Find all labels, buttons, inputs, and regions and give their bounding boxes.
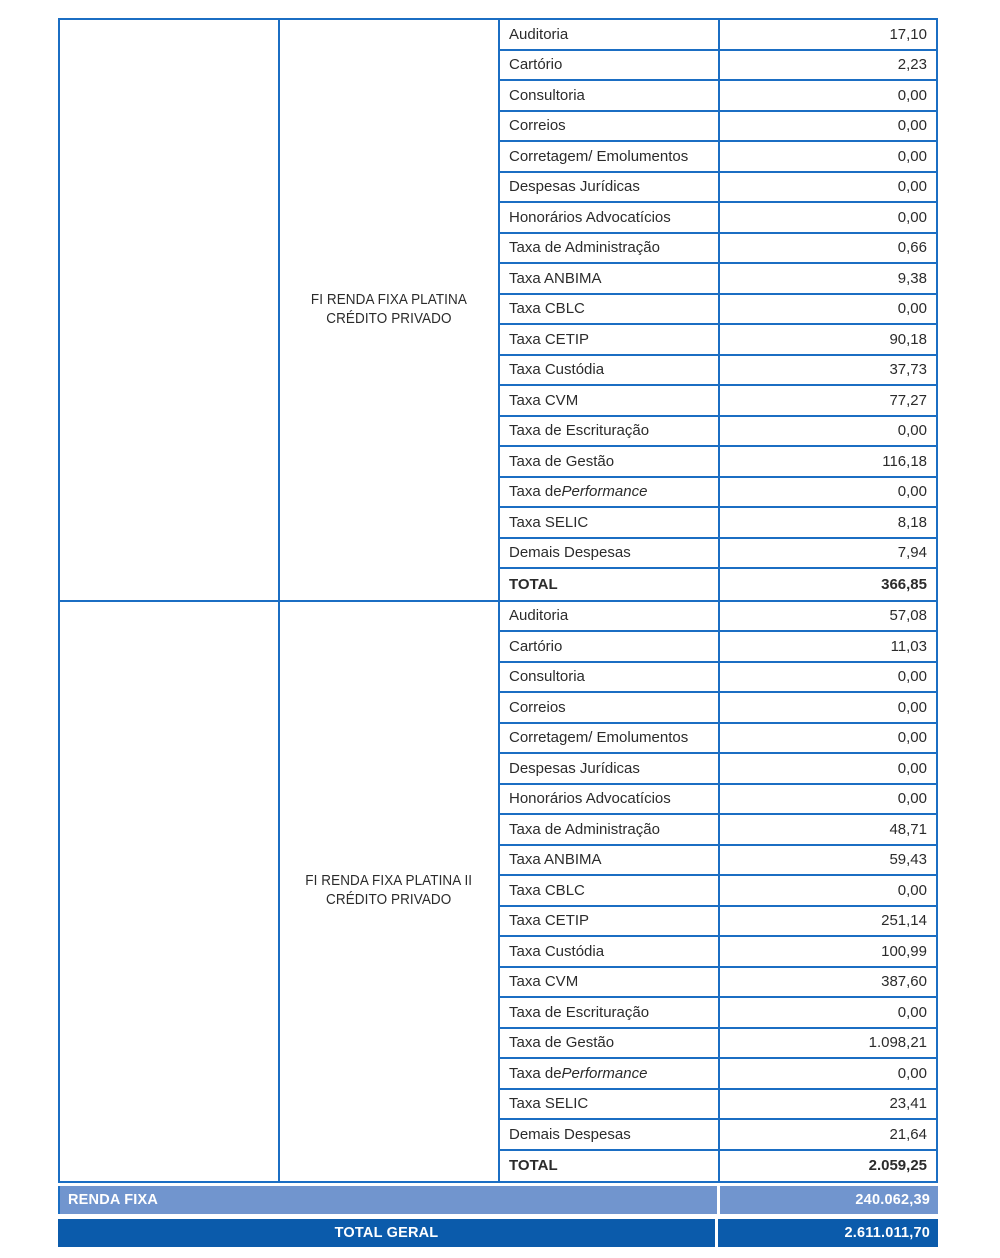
total-geral-label: TOTAL GERAL bbox=[58, 1219, 718, 1247]
expense-row bbox=[500, 142, 936, 173]
expense-label-italic: Performance bbox=[561, 1064, 648, 1082]
expense-value: 90,18 bbox=[889, 330, 927, 348]
expense-row bbox=[500, 51, 936, 82]
expense-row bbox=[500, 447, 936, 478]
expense-label: Taxa SELIC bbox=[500, 508, 720, 537]
fund-name-line1: FI RENDA FIXA PLATINA II bbox=[305, 873, 473, 890]
expense-value: 0,00 bbox=[897, 790, 927, 808]
total-geral-row bbox=[58, 1219, 938, 1247]
expense-row bbox=[500, 876, 936, 907]
expense-row bbox=[500, 356, 936, 387]
expense-row bbox=[500, 386, 936, 417]
expense-label: Taxa CBLC bbox=[500, 295, 720, 324]
expense-row bbox=[500, 846, 936, 877]
expense-label: Taxa de Administração bbox=[500, 815, 720, 844]
expense-label: Despesas Jurídicas bbox=[500, 173, 720, 202]
expense-label: Honorários Advocatícios bbox=[500, 785, 720, 814]
expense-value: 0,00 bbox=[897, 300, 927, 318]
expense-value: 77,27 bbox=[889, 391, 927, 409]
expense-label: Consultoria bbox=[500, 663, 720, 692]
expense-label: Demais Despesas bbox=[500, 1120, 720, 1149]
expense-value: 2.059,25 bbox=[868, 1157, 927, 1175]
expense-value: 8,18 bbox=[897, 513, 927, 531]
expense-label: Demais Despesas bbox=[500, 539, 720, 568]
expense-value: 0,00 bbox=[897, 1003, 927, 1021]
expense-row bbox=[500, 203, 936, 234]
expense-value: 2,23 bbox=[897, 56, 927, 74]
expense-row bbox=[500, 81, 936, 112]
expense-value: 9,38 bbox=[897, 269, 927, 287]
expense-row bbox=[500, 112, 936, 143]
fund-name-cell bbox=[280, 20, 500, 600]
expense-value: 0,00 bbox=[897, 881, 927, 899]
expense-value: 1.098,21 bbox=[868, 1034, 927, 1052]
expense-row bbox=[500, 508, 936, 539]
expense-label: Taxa CETIP bbox=[500, 907, 720, 936]
expense-row bbox=[500, 1090, 936, 1121]
expense-value: 59,43 bbox=[889, 851, 927, 869]
expense-label: Consultoria bbox=[500, 81, 720, 110]
fund-section bbox=[60, 602, 936, 1182]
expense-label: Auditoria bbox=[500, 602, 720, 631]
expense-label: Taxa SELIC bbox=[500, 1090, 720, 1119]
expense-value: 0,66 bbox=[897, 239, 927, 257]
expense-row bbox=[500, 815, 936, 846]
total-geral-value: 2.611.011,70 bbox=[844, 1225, 930, 1241]
fund-name-cell bbox=[280, 602, 500, 1182]
expense-row bbox=[500, 998, 936, 1029]
expense-row bbox=[500, 1120, 936, 1151]
expense-label: Honorários Advocatícios bbox=[500, 203, 720, 232]
expense-label: Taxa de Administração bbox=[500, 234, 720, 263]
expense-row bbox=[500, 20, 936, 51]
expense-value: 0,00 bbox=[897, 668, 927, 686]
expense-label: TOTAL bbox=[500, 1151, 720, 1182]
category-cell bbox=[60, 20, 280, 600]
expense-label: Corretagem/ Emolumentos bbox=[500, 724, 720, 753]
expense-label: Corretagem/ Emolumentos bbox=[500, 142, 720, 171]
expense-value: 11,03 bbox=[890, 637, 927, 655]
expense-value: 48,71 bbox=[889, 820, 927, 838]
renda-fixa-total-row bbox=[58, 1186, 938, 1214]
expense-rows bbox=[500, 602, 936, 1182]
expense-row bbox=[500, 1029, 936, 1060]
expense-row bbox=[500, 478, 936, 509]
renda-fixa-value: 240.062,39 bbox=[855, 1192, 930, 1208]
expense-rows bbox=[500, 20, 936, 600]
expense-value: 57,08 bbox=[889, 607, 927, 625]
expense-label: Taxa CBLC bbox=[500, 876, 720, 905]
fund-name-line1: FI RENDA FIXA PLATINA bbox=[310, 291, 468, 308]
expense-label: Taxa CETIP bbox=[500, 325, 720, 354]
expense-value: 0,00 bbox=[897, 422, 927, 440]
expense-row bbox=[500, 602, 936, 633]
expense-row bbox=[500, 937, 936, 968]
expense-value: 0,00 bbox=[897, 729, 927, 747]
expense-row bbox=[500, 539, 936, 570]
expense-label: Taxa Custódia bbox=[500, 937, 720, 966]
expense-value: 0,00 bbox=[897, 86, 927, 104]
expense-label-italic: Performance bbox=[561, 483, 648, 501]
expense-label: Cartório bbox=[500, 51, 720, 80]
fund-name-line2: CRÉDITO PRIVADO bbox=[326, 892, 452, 909]
expense-row bbox=[500, 569, 936, 600]
expense-row bbox=[500, 724, 936, 755]
expense-value: 0,00 bbox=[897, 147, 927, 165]
expense-label: Taxa de Gestão bbox=[500, 447, 720, 476]
expense-label: Auditoria bbox=[500, 20, 720, 49]
expense-value: 0,00 bbox=[897, 178, 927, 196]
expense-value: 17,10 bbox=[889, 25, 927, 43]
expense-label: Taxa Custódia bbox=[500, 356, 720, 385]
fund-section bbox=[60, 20, 936, 602]
expense-value: 100,99 bbox=[881, 942, 927, 960]
expense-row bbox=[500, 785, 936, 816]
expense-value: 0,00 bbox=[897, 483, 927, 501]
expense-value: 0,00 bbox=[897, 759, 927, 777]
expense-row bbox=[500, 693, 936, 724]
expense-row bbox=[500, 173, 936, 204]
expense-label: Taxa de Performance bbox=[500, 1059, 720, 1088]
expense-row bbox=[500, 264, 936, 295]
expense-row bbox=[500, 1059, 936, 1090]
expense-label: Taxa de Escrituração bbox=[500, 417, 720, 446]
expense-value: 387,60 bbox=[881, 973, 927, 991]
renda-fixa-label: RENDA FIXA bbox=[60, 1186, 720, 1214]
expense-label: Despesas Jurídicas bbox=[500, 754, 720, 783]
fund-name-line2: CRÉDITO PRIVADO bbox=[326, 310, 452, 327]
expense-value: 0,00 bbox=[897, 117, 927, 135]
expense-label: Taxa CVM bbox=[500, 968, 720, 997]
expense-value: 7,94 bbox=[897, 544, 927, 562]
expense-row bbox=[500, 968, 936, 999]
expense-value: 0,00 bbox=[897, 698, 927, 716]
expense-row bbox=[500, 663, 936, 694]
fund-name bbox=[311, 291, 467, 329]
expense-label: Cartório bbox=[500, 632, 720, 661]
expense-row bbox=[500, 754, 936, 785]
expense-label: Taxa de Performance bbox=[500, 478, 720, 507]
expense-value: 366,85 bbox=[881, 575, 927, 593]
expense-label: Taxa ANBIMA bbox=[500, 264, 720, 293]
expense-value: 23,41 bbox=[889, 1095, 927, 1113]
expense-row bbox=[500, 417, 936, 448]
category-cell bbox=[60, 602, 280, 1182]
expense-row bbox=[500, 907, 936, 938]
expense-label: Taxa de Gestão bbox=[500, 1029, 720, 1058]
expense-label: TOTAL bbox=[500, 569, 720, 600]
expense-row bbox=[500, 234, 936, 265]
expense-label: Taxa CVM bbox=[500, 386, 720, 415]
expense-label: Taxa ANBIMA bbox=[500, 846, 720, 875]
expense-value: 251,14 bbox=[881, 912, 927, 930]
expense-value: 0,00 bbox=[897, 208, 927, 226]
expense-label: Taxa de Escrituração bbox=[500, 998, 720, 1027]
expense-value: 21,64 bbox=[889, 1125, 927, 1143]
expense-value: 37,73 bbox=[889, 361, 927, 379]
expense-value: 0,00 bbox=[897, 1064, 927, 1082]
expense-row bbox=[500, 632, 936, 663]
expense-table bbox=[58, 18, 938, 1183]
fund-name bbox=[306, 872, 473, 910]
expense-value: 116,18 bbox=[882, 452, 927, 470]
expense-row bbox=[500, 295, 936, 326]
expense-label: Correios bbox=[500, 112, 720, 141]
expense-row bbox=[500, 325, 936, 356]
expense-row bbox=[500, 1151, 936, 1182]
expense-label: Correios bbox=[500, 693, 720, 722]
